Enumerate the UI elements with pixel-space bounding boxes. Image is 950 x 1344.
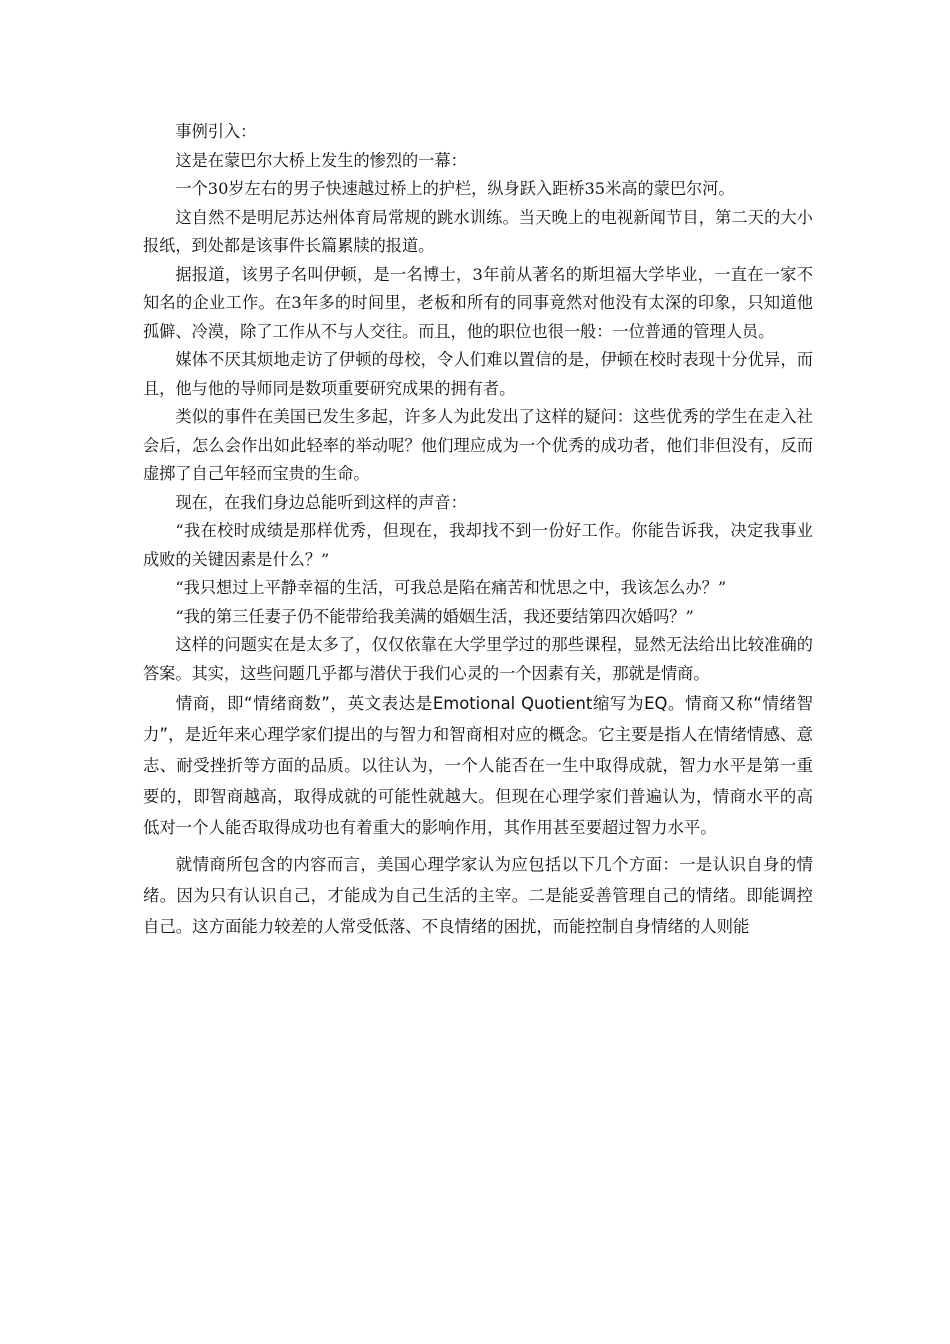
document-body (143, 118, 813, 942)
paragraph: 情商，即“情绪商数”，英文表达是Emotional Quotient缩写为EQ。情商又称“情绪智力”，是近年来心理学家们提出的与智力和智商相对应的概念。它主要是指人在情绪情感、意志、耐受挫折等方面的品质。以往认为，一个人能否在一生中取得成就，智力水平是第一重要的，即智商越高，取得成就的可能性就越大。但现在心理学家们普遍认为，情商水平的高低对一个人能否取得成功也有着重大的影响作用，其作用甚至要超过智力水平。 (143, 694, 813, 837)
paragraph: 就情商所包含的内容而言，美国心理学家认为应包括以下几个方面：一是认识自身的情绪。因为只有认识自己，才能成为自己生活的主宰。二是能妥善管理自己的情绪。即能调控自己。这方面能力较差的人常受低落、不良情绪的困扰，而能控制自身情绪的人则能 (143, 855, 813, 936)
paragraph: 类似的事件在美国已发生多起，许多人为此发出了这样的疑问：这些优秀的学生在走入社会后，怎么会作出如此轻率的举动呢？他们理应成为一个优秀的成功者，他们非但没有，反而虚掷了自己年轻而宝贵的生命。 (143, 407, 813, 483)
section-heading: 事例引入： (175, 122, 257, 141)
quote-paragraph: “我在校时成绩是那样优秀，但现在，我却找不到一份好工作。你能告诉我，决定我事业成败的关键因素是什么？” (143, 521, 813, 569)
paragraph: 一个30岁左右的男子快速越过桥上的护栏，纵身跃入距桥35米高的蒙巴尔河。 (175, 179, 735, 198)
paragraph: 这自然不是明尼苏达州体育局常规的跳水训练。当天晚上的电视新闻节目，第二天的大小报纸，到处都是该事件长篇累牍的报道。 (143, 207, 813, 255)
paragraph: 这是在蒙巴尔大桥上发生的惨烈的一幕： (175, 150, 467, 170)
quote-paragraph: “我的第三任妻子仍不能带给我美满的婚姻生活，我还要结第四次婚吗？” (175, 606, 694, 626)
paragraph: 现在，在我们身边总能听到这样的声音： (175, 492, 467, 512)
quote-paragraph: “我只想过上平静幸福的生活，可我总是陷在痛苦和忧思之中，我该怎么办？” (175, 578, 727, 597)
paragraph: 据报道，该男子名叫伊顿，是一名博士，3年前从著名的斯坦福大学毕业，一直在一家不知名的企业工作。在3年多的时间里，老板和所有的同事竟然对他没有太深的印象，只知道他孤僻、冷漠，除了工作从不与人交往。而且，他的职位也很一般：一位普通的管理人员。 (143, 264, 813, 341)
paragraph: 这样的问题实在是太多了，仅仅依靠在大学里学过的那些课程，显然无法给出比较准确的答案。其实，这些问题几乎都与潜伏于我们心灵的一个因素有关，那就是情商。 (143, 635, 813, 683)
paragraph: 媒体不厌其烦地走访了伊顿的母校，令人们难以置信的是，伊顿在校时表现十分优异，而且，他与他的导师同是数项重要研究成果的拥有者。 (143, 350, 813, 398)
